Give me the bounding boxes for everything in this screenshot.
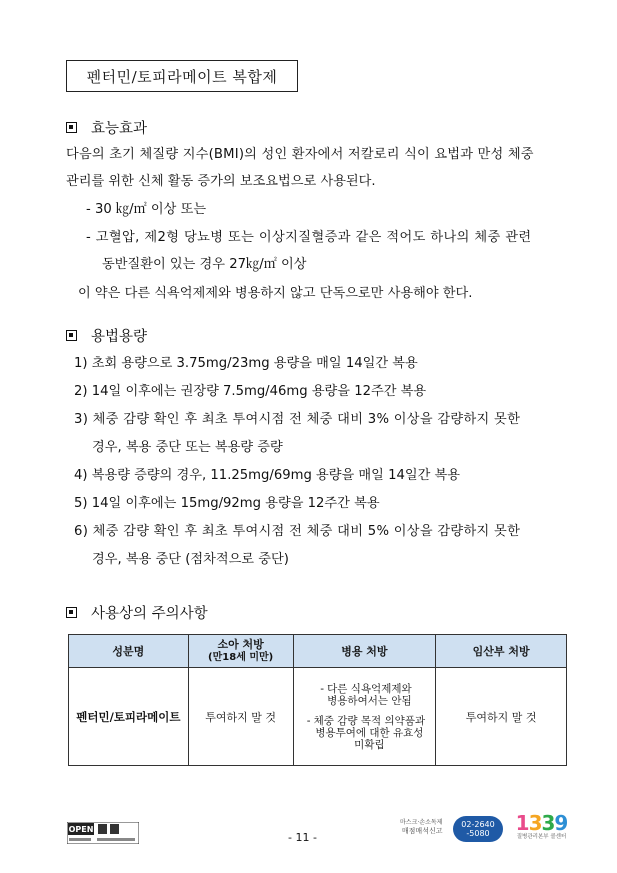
section-heading-text: 용법용량 [91, 329, 148, 345]
combination-note-1-line-2: 병용하여서는 안됨 [327, 694, 412, 707]
open-badge-text: OPEN [68, 825, 94, 834]
dosage-line-8: 경우, 복용 중단 (점차적으로 중단) [92, 552, 289, 567]
efficacy-line-1: 다음의 초기 체질량 지수(BMI)의 성인 환자에서 저칼로리 식이 요법과 만성 체중 [66, 147, 534, 162]
header-pregnancy: 임산부 처방 [436, 635, 567, 668]
efficacy-line-5: 동반질환이 있는 경우 27㎏/㎡ 이상 [102, 257, 307, 272]
efficacy-line-2: 관리를 위한 신체 활동 증가의 보조요법으로 사용된다. [66, 174, 376, 189]
efficacy-line-3: - 30 ㎏/㎡ 이상 또는 [86, 202, 207, 217]
section-heading-text: 효능효과 [91, 121, 148, 137]
dosage-line-2: 2) 14일 이후에는 권장량 7.5mg/46mg 용량을 12주간 복용 [74, 384, 427, 399]
square-bullet-icon [66, 122, 77, 133]
hotline-caption: 질병관리본부 콜센터 [516, 834, 567, 840]
header-ingredient: 성분명 [69, 635, 189, 668]
hotline-digit: 1 [515, 811, 529, 835]
efficacy-line-4: - 고혈압, 제2형 당뇨병 또는 이상지질혈증과 같은 적어도 하나의 체중 관련 [86, 230, 532, 245]
combination-note-1-line-1: 다른 식욕억제제와 [327, 682, 412, 695]
report-line-1: 마스크·손소독제 [400, 819, 443, 826]
cell-pediatric: 투여하지 말 것 [188, 668, 293, 766]
hotline-digit: 3 [528, 811, 542, 835]
hotline-logo [514, 812, 569, 841]
table-header-row [69, 635, 567, 668]
combination-note-1: - 다른 식욕억제제와 병용하여서는 안됨 [294, 683, 436, 707]
combination-note-2-line-3: 미확립 [354, 738, 385, 751]
dosage-line-6: 5) 14일 이후에는 15mg/92mg 용량을 12주간 복용 [74, 496, 380, 511]
phone-line-1: 02-2640 [461, 820, 495, 829]
section-efficacy-heading [66, 117, 147, 138]
open-license-badge [67, 822, 139, 844]
combination-note-2-line-1: 체중 감량 목적 의약품과 [313, 714, 426, 727]
report-phone-badge [453, 816, 503, 842]
precautions-table [68, 634, 567, 766]
dosage-line-1: 1) 초회 용량으로 3.75mg/23mg 용량을 매일 14일간 복용 [74, 356, 418, 371]
report-line-2: 매점매석신고 [401, 827, 443, 835]
efficacy-line-6: 이 약은 다른 식욕억제제와 병용하지 않고 단독으로만 사용해야 한다. [78, 286, 473, 301]
square-bullet-icon [66, 330, 77, 341]
square-bullet-icon [66, 607, 77, 618]
combination-note-2: - 체중 감량 목적 의약품과 병용투여에 대한 유효성 미확립 [306, 714, 426, 751]
header-pediatric-label: 소아 처방 [217, 638, 264, 651]
dosage-line-3: 3) 체중 감량 확인 후 최초 투여시점 전 체중 대비 3% 이상을 감량하지 못한 [74, 412, 521, 427]
table-row [69, 668, 567, 766]
combination-note-2-line-2: 병용투여에 대한 유효성 [315, 726, 424, 739]
hotline-digit: 9 [554, 811, 568, 835]
hoarding-report-text [400, 819, 442, 835]
cell-pregnancy: 투여하지 말 것 [436, 668, 567, 766]
cell-ingredient: 펜터민/토피라메이트 [69, 668, 189, 766]
header-pediatric [188, 635, 293, 668]
hotline-digit: 3 [541, 811, 555, 835]
header-combination: 병용 처방 [293, 635, 436, 668]
dosage-line-4: 경우, 복용 중단 또는 복용량 증량 [92, 440, 283, 455]
dosage-line-5: 4) 복용량 증량의 경우, 11.25mg/69mg 용량을 매일 14일간 복용 [74, 468, 461, 483]
dosage-line-7: 6) 체중 감량 확인 후 최초 투여시점 전 체중 대비 5% 이상을 감량하지 못한 [74, 524, 521, 539]
hotline-number [514, 812, 569, 834]
header-pediatric-sub: (만18세 미만) [208, 652, 274, 663]
phone-line-2: -5080 [466, 829, 490, 838]
cell-combination [293, 668, 436, 766]
document-title: 펜터민/토피라메이트 복합제 [66, 60, 298, 92]
section-precautions-heading [66, 602, 208, 623]
page-number: - 11 - [288, 831, 317, 844]
section-heading-text: 사용상의 주의사항 [91, 606, 208, 622]
section-dosage-heading [66, 325, 147, 346]
